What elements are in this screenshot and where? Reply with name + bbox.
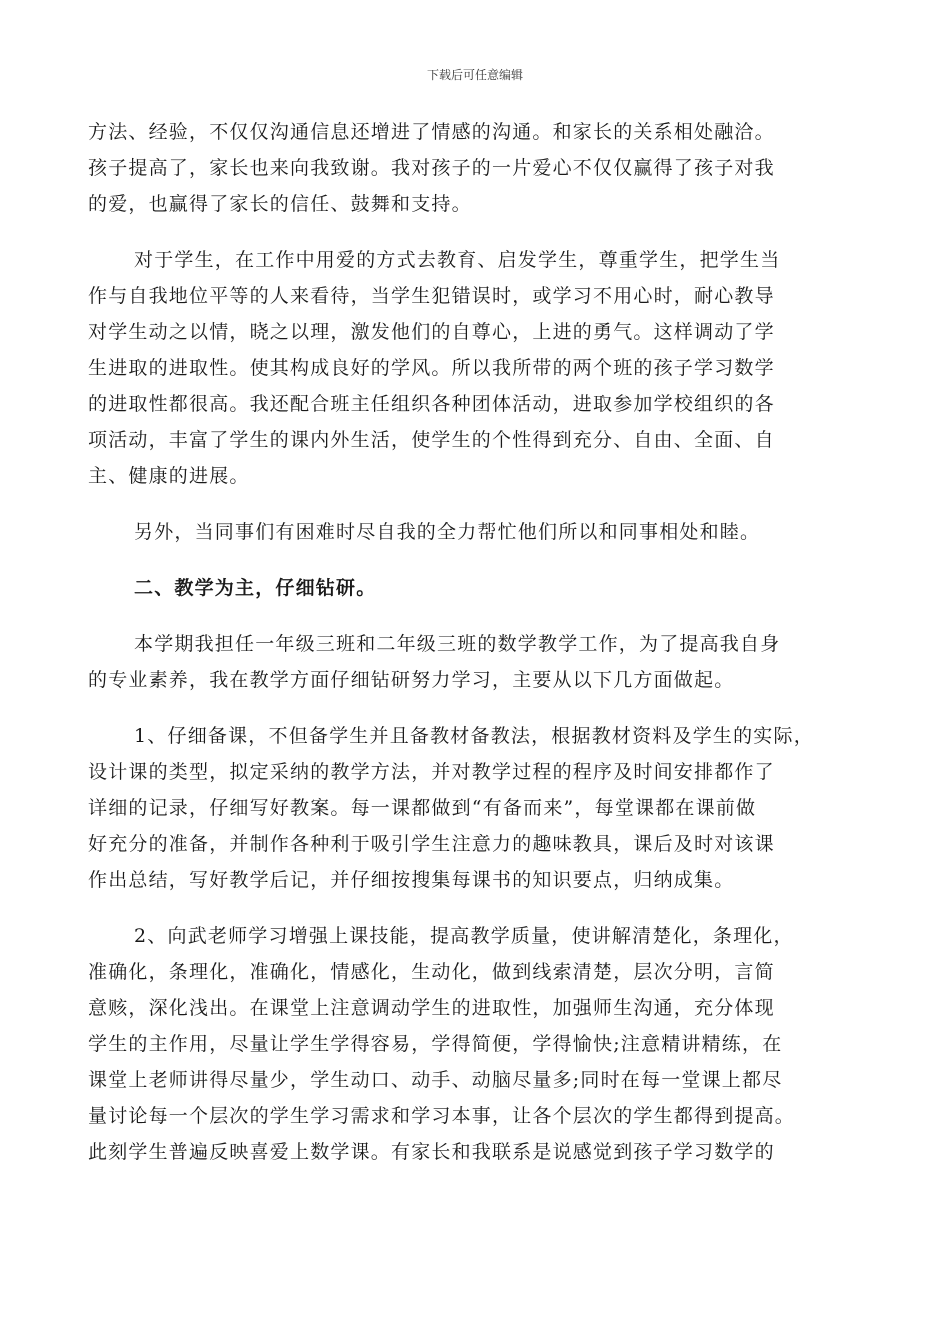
paragraph [88,626,863,698]
text-line: 详细的记录，仔细写好教案。每一课都做到“有备而来”，每堂课都在课前做 [88,797,757,819]
text-line: 此刻学生普遍反映喜爱上数学课。有家长和我联系是说感觉到孩子学习数学的 [88,1141,775,1163]
text-line: 准确化，条理化，准确化，情感化，生动化，做到线索清楚，层次分明，言简 [88,961,775,983]
section-heading [88,570,863,606]
document-body [88,114,863,1190]
text-line: 的专业素养，我在教学方面仔细钻研努力学习，主要从以下几方面做起。 [88,669,735,691]
text-line: 对学生动之以情，晓之以理，激发他们的自尊心，上进的勇气。这样调动了学 [88,321,775,343]
text-line: 孩子提高了，家长也来向我致谢。我对孩子的一片爱心不仅仅赢得了孩子对我 [88,157,775,179]
text-line: 意赅，深化浅出。在课堂上注意调动学生的进取性，加强师生沟通，充分体现 [88,997,775,1019]
text-line: 课堂上老师讲得尽量少，学生动口、动手、动脑尽量多;同时在每一堂课上都尽 [88,1069,783,1091]
text-line: 的进取性都很高。我还配合班主任组织各种团体活动，进取参加学校组织的各 [88,393,775,415]
text-line: 2、向武老师学习增强上课技能，提高教学质量，使讲解清楚化，条理化， [134,925,794,947]
paragraph [88,514,863,550]
paragraph [88,242,863,494]
text-line: 另外，当同事们有困难时尽自我的全力帮忙他们所以和同事相处和睦。 [134,521,761,543]
text-line: 本学期我担任一年级三班和二年级三班的数学教学工作，为了提高我自身 [134,633,781,655]
text-line: 好充分的准备，并制作各种利于吸引学生注意力的趣味教具，课后及时对该课 [88,833,775,855]
text-line: 项活动，丰富了学生的课内外生活，使学生的个性得到充分、自由、全面、自 [88,429,775,451]
page-header: 下载后可任意编辑 [426,68,523,82]
text-line: 作出总结，写好教学后记，并仔细按搜集每课书的知识要点，归纳成集。 [88,869,735,891]
text-line: 方法、经验，不仅仅沟通信息还增进了情感的沟通。和家长的关系相处融洽。 [88,121,775,143]
text-line: 设计课的类型，拟定采纳的教学方法，并对教学过程的程序及时间安排都作了 [88,761,775,783]
text-line: 主、健康的进展。 [88,465,250,487]
text-line: 对于学生，在工作中用爱的方式去教育、启发学生，尊重学生，把学生当 [134,249,781,271]
text-line: 二、教学为主，仔细钻研。 [134,577,377,599]
text-line: 量讨论每一个层次的学生学习需求和学习本事，让各个层次的学生都得到提高。 [88,1105,796,1127]
paragraph [88,718,863,898]
text-line: 1、仔细备课，不但备学生并且备教材备教法，根据教材资料及学生的实际， [134,725,814,747]
paragraph [88,918,863,1170]
text-line: 生进取的进取性。使其构成良好的学风。所以我所带的两个班的孩子学习数学 [88,357,775,379]
paragraph [88,114,863,222]
text-line: 学生的主作用，尽量让学生学得容易，学得简便，学得愉快;注意精讲精练，在 [88,1033,783,1055]
text-line: 作与自我地位平等的人来看待，当学生犯错误时，或学习不用心时，耐心教导 [88,285,775,307]
text-line: 的爱，也赢得了家长的信任、鼓舞和支持。 [88,193,472,215]
